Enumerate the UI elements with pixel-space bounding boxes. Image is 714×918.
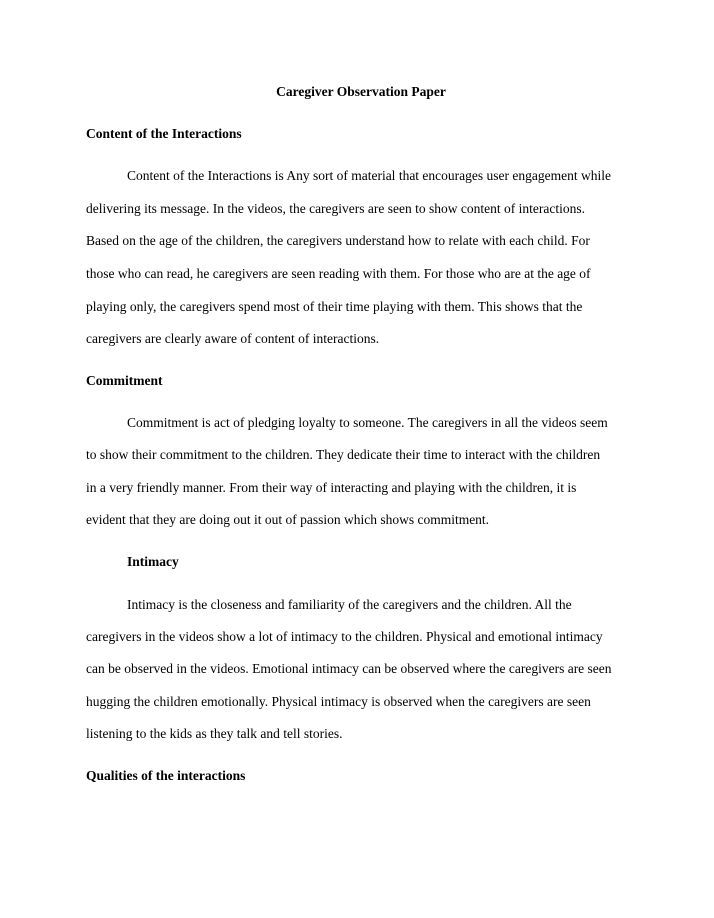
paragraph-line: playing only, the caregivers spend most of their time playing with them. This shows that the xyxy=(86,299,583,314)
section-heading-commitment: Commitment xyxy=(86,373,163,388)
section-heading-qualities-of-interactions: Qualities of the interactions xyxy=(86,768,246,783)
section-heading-intimacy: Intimacy xyxy=(127,554,179,569)
document-title: Caregiver Observation Paper xyxy=(276,84,446,99)
paragraph-line: to show their commitment to the children. They dedicate their time to interact with the children xyxy=(86,447,601,462)
paragraph-line: Commitment is act of pledging loyalty to someone. The caregivers in all the videos seem xyxy=(127,415,608,430)
paragraph-line: can be observed in the videos. Emotional intimacy can be observed where the caregivers are seen xyxy=(86,661,612,676)
paragraph-line: those who can read, he caregivers are seen reading with them. For those who are at the age of xyxy=(86,266,591,281)
paragraph-line: Intimacy is the closeness and familiarity of the caregivers and the children. All the xyxy=(127,597,572,612)
paragraph-line: caregivers are clearly aware of content of interactions. xyxy=(86,331,380,346)
paragraph-line: listening to the kids as they talk and tell stories. xyxy=(86,726,343,741)
paragraph-line: Content of the Interactions is Any sort of material that encourages user engagement while xyxy=(127,168,611,183)
paragraph-line: delivering its message. In the videos, the caregivers are seen to show content of interactions. xyxy=(86,201,585,216)
paragraph-line: in a very friendly manner. From their way of interacting and playing with the children, it is xyxy=(86,480,577,495)
paragraph-line: Based on the age of the children, the caregivers understand how to relate with each child. For xyxy=(86,233,590,248)
paragraph-line: caregivers in the videos show a lot of intimacy to the children. Physical and emotional intimacy xyxy=(86,629,603,644)
section-heading-content-of-interactions: Content of the Interactions xyxy=(86,126,242,141)
paragraph-line: hugging the children emotionally. Physical intimacy is observed when the caregivers are seen xyxy=(86,694,591,709)
paragraph-line: evident that they are doing out it out of passion which shows commitment. xyxy=(86,512,490,527)
